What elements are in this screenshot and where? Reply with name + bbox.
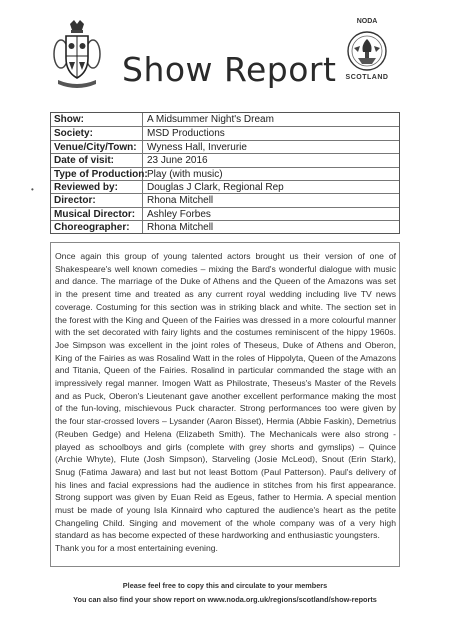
show-info-table <box>50 112 400 234</box>
info-value: 23 June 2016 <box>147 155 208 167</box>
info-row-type <box>51 167 399 180</box>
report-body: Once again this group of young talented actors brought us their version of one of Shakespeare's well known comedies – mixing the Bard's wonderful dialogue with music and dance. The marriage of the Duke of Athens and the Queen of the Amazons was set in the present time and treated as any current royal wedding including live TV news coverage. Costuming for this section was in striking black and white. The section set in the forest with the King and Queen of the Fairies was dressed in a more colourful manner with the set decorated with fairy lights and the costumes reminiscent of the hippy 1960s. Joe Simpson was excellent in the joint roles of Theseus, Duke of Athens and Oberon, King of the Fairies as was Rosalind Watt in the roles of Hippolyta, Queen of the Amazons and Titania, Queen of the Fairies. Rosalind in particular commanded the stage with an impressively regal manner. Imogen Watt as Philostrate, Theseus's Master of the Revels and as Puck, Oberon's Lieutenant gave another excellent performance making the most of the fun-loving, mischievous Puck character. Strong performances too were given by the four star-crossed lovers – Lysander (Aaron Bisset), Hermia (Abbie Faskin), Demetrius (Reuben Gedge) and Helena (Elizabeth Smith). The Mechanicals were also strong - played as schoolboys and girls (complete with grey shorts and gymslips) – Quince (Archie Whyte), Flute (Josh Simpson), Starveling (Josie McLeod), Snout (Erin Stark), Snug (Fatima Jawara) and last but not least Bottom (Paul Patterson). Paul's delivery of his lines and facial expressions had the audience in stitches from his first appearance. Strong support was given by Euan Reid as Egeus, father to Hermia. A special mention must be made of young Isla Kinnaird who captured the audience's heart as the petite Changeling Child. Singing and movement of the whole company was of a very high standard as has become expected of these hardworking and enthusiastic youngsters. <box>55 251 396 541</box>
info-row-show <box>51 113 399 126</box>
report-text <box>55 250 396 555</box>
info-label: Type of Production: <box>54 168 148 180</box>
info-label: Society: <box>54 128 93 140</box>
info-label: Show: <box>54 114 84 125</box>
footer-copy-note: Please feel free to copy this and circulate to your members <box>122 581 328 590</box>
info-row-director <box>51 193 399 206</box>
noda-scotland-logo <box>336 18 398 84</box>
info-value: Ashley Forbes <box>147 208 211 220</box>
stray-mark-icon: • <box>31 185 34 194</box>
info-value: Play (with music) <box>147 168 223 180</box>
info-label: Date of visit: <box>54 155 115 167</box>
info-label: Director: <box>54 195 96 207</box>
report-closing: Thank you for a most entertaining evening. <box>55 543 218 554</box>
coat-of-arms-icon <box>52 20 102 90</box>
info-row-society <box>51 126 399 139</box>
info-row-venue <box>51 140 399 153</box>
info-value: Rhona Mitchell <box>147 222 214 234</box>
info-value: Douglas J Clark, Regional Rep <box>147 182 284 193</box>
report-box <box>50 242 400 567</box>
logo-bottom-text: SCOTLAND <box>345 74 389 81</box>
info-value: Wyness Hall, Inverurie <box>147 141 247 153</box>
info-row-musical-director <box>51 207 399 220</box>
info-label: Musical Director: <box>54 208 136 220</box>
info-value: MSD Productions <box>147 128 225 140</box>
info-label: Choreographer: <box>54 222 130 234</box>
page-title: Show Report <box>122 50 337 89</box>
logo-top-text: NODA <box>356 18 378 25</box>
info-label: Reviewed by: <box>54 182 118 193</box>
footer-website-note: You can also find your show report on www.noda.org.uk/regions/scotland/show-reports <box>73 595 377 604</box>
info-row-reviewer <box>51 180 399 193</box>
info-label: Venue/City/Town: <box>54 141 137 153</box>
info-value: Rhona Mitchell <box>147 195 214 207</box>
info-row-date <box>51 153 399 166</box>
info-value: A Midsummer Night's Dream <box>147 114 274 125</box>
info-row-choreographer <box>51 220 399 233</box>
